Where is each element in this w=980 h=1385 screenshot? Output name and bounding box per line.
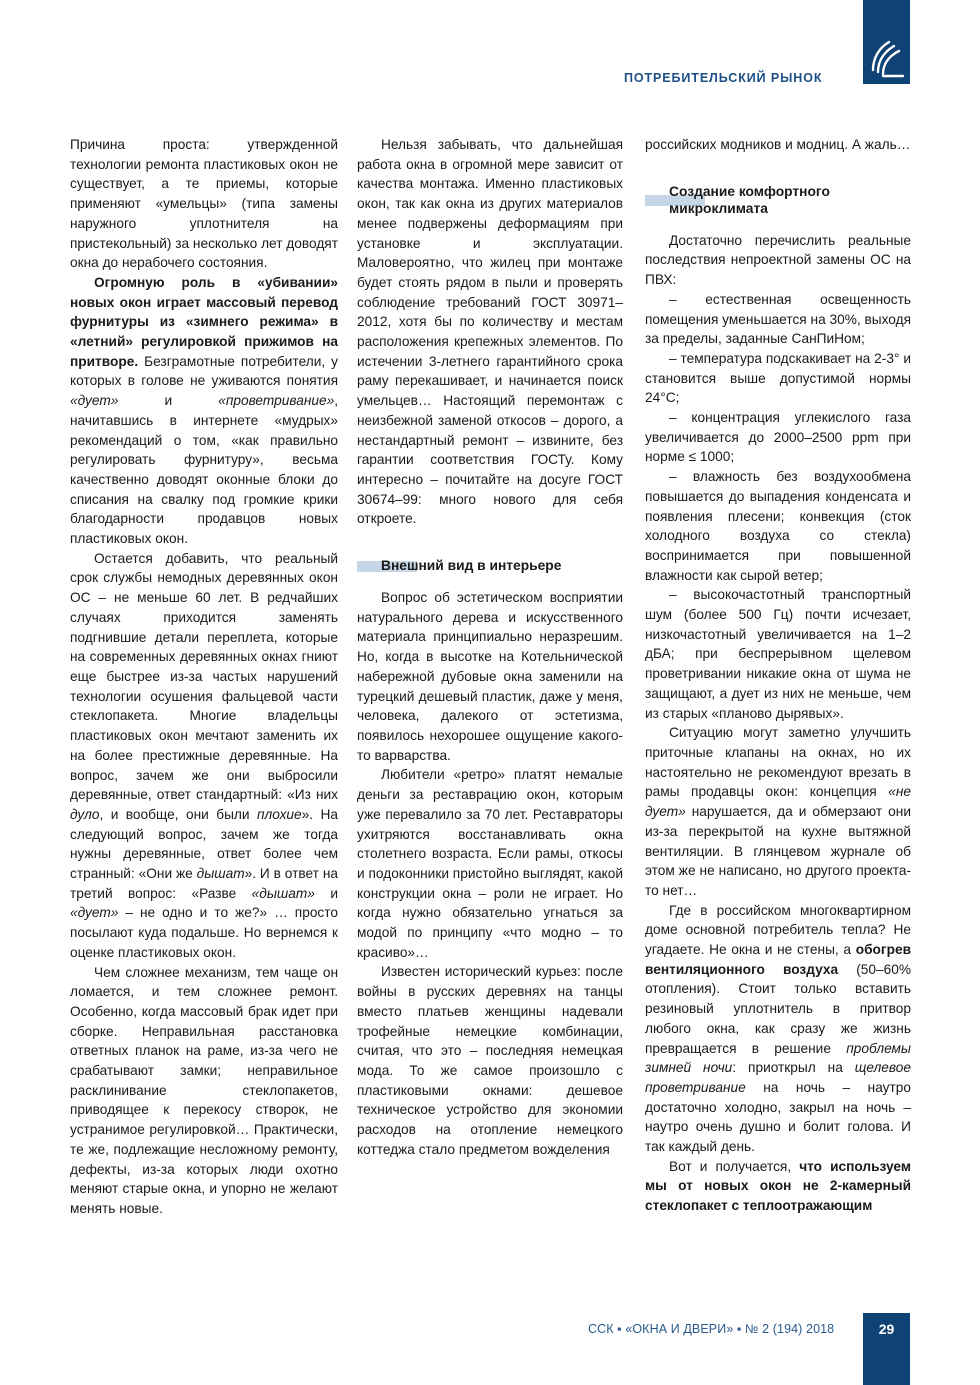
header-brand-tab	[863, 0, 910, 84]
section-heading: Внешний вид в интерьере	[357, 557, 623, 574]
paragraph: Где в российском многоквартирном доме основной потребитель тепла? Не угадаете. Не окна и не стены, а обогрев вентиляционного воздуха (50–60% отопления). Стоит только вставить резиновый уплотнитель в притвор любого окна, как сразу же жизнь превращается в решение проблемы зимней ночи: приоткрыл на щелевое проветривание на ночь – наутро достаточно холодно, закрыл на ночь – наутро очень душно и болит голова. И так каждый день.	[645, 902, 912, 1155]
paragraph: Вопрос об эстетическом восприятии натурального дерева и искусственного материала принципиально неразрешим. Но, когда в высотке на Котельнической набережной дубовые окна заменили на турецкий дешевый пластик, даже у меня, человека, далекого от эстетизма, появилось нехорошее ощущение какого-то варварства.	[357, 590, 623, 763]
list-item: – концентрация углекислого газа увеличивается до 2000–2500 ppm при норме ≤ 1000;	[645, 410, 911, 465]
list-item: – высокочастотный транспортный шум (более 500 Гц) почти исчезает, низкочастотный увеличивается на 1–2 дБА; при беспрерывном щелевом проветривании никакие окна от шума не защищают, а дует из них не меньше, чем из старых «планово дырявых».	[645, 587, 911, 721]
paragraph: Остается добавить, что реальный срок службы немодных деревянных окон ОС – не меньше 60 лет. В редчайших случаях приходится заменять подгнившие детали переплета, которые на современных деревянных окнах гниют еще быстрее из-за частых нарушений технологии осушения фальцевой части стеклопакета. Многие владельцы пластиковых окон мечтают заменить их на более престижные деревянные. На вопрос, зачем же они выбросили деревянные, ответ стандартный: «Из них дуло, и вообще, они были плохие». На следующий вопрос, зачем же тогда нужны деревянные, ответ более чем странный: «Они же дышат». И в ответ на третий вопрос: «Разве «дышат» и «дует» – не одно и то же?» … просто посылают куда подальше. Но вернемся к оценке пластиковых окон.	[70, 550, 339, 960]
bold-emphasis: Огромную роль в «убивании» новых окон играет массовый перевод фурнитуры из «зимнего режима» в «летний» регулировкой прижимов на притворе.	[70, 274, 338, 369]
list-item: – естественная освещенность помещения уменьшается на 30%, выходя за пределы, заданные СанПиНом;	[645, 291, 911, 347]
paragraph: Вот и получается, что используем мы от новых окон не 2-камерный стеклопакет с теплоотражающим	[645, 1158, 911, 1214]
page-number-tab	[863, 1313, 910, 1385]
magazine-logo-icon	[869, 36, 905, 80]
list-item: – влажность без воздухообмена повышается до выпадения конденсата и появления плесени; конвекция (сток холодного воздуха со стекла) воспринимается при повышенной влажности как сырой ветер;	[645, 469, 911, 583]
publication-footer: ССК ▪ «ОКНА И ДВЕРИ» ▪ № 2 (194) 2018	[588, 1322, 835, 1336]
paragraph: Известен исторический курьез: после войны в русских деревнях на танцы вместо платьев женщины надевали трофейные немецкие комбинации, считая, что это – последняя немецкая мода. То же самое произошло с пластиковыми окнами: дешевое техническое устройство для экономии расходов на отопление немецкого коттеджа стало предметом вожделения	[357, 964, 623, 1157]
list-item: – температура подскакивает на 2-3° и становится выше допустимой нормы 24°C;	[645, 350, 911, 406]
paragraph: Достаточно перечислить реальные последствия непроектной замены ОС на ПВХ:	[645, 232, 911, 288]
paragraph: Нельзя забывать, что дальнейшая работа окна в огромной мере зависит от качества монтажа. Именно пластиковых окон, так как окна из других материалов менее подвержены деформациям при установке и эксплуатации. Маловероятно, что жилец при монтаже будет стоять рядом в пыли и проверять соблюдение требований ГОСТ 30971–2012, хотя бы по количеству и местам расположения крепежных элементов. По истечении 3-летнего гарантийного срока раму перекашивает, и начинается поиск умельцев… Настоящий перемонтаж с неизбежной заменой откосов – дорого, а нестандартный ремонт – извините, без гарантии соответствия ГОСТу. Кому интересно – почитайте на досуге ГОСТ 30674–99: много нового для себя откроете.	[357, 137, 623, 527]
paragraph: российских модников и модниц. А жаль…	[645, 137, 911, 152]
paragraph: Чем сложнее механизм, тем чаще он ломается, и тем сложнее ремонт. Особенно, когда массовый брак идет при сборке. Неправильная расстановка ответных планок на раме, из-за чего не срабатывают замки; неправильное расклинивание стеклопакетов, приводящее к перекосу створок, не устранимое регулировкой… Практически, те же, подлежащие несложному ремонту, дефекты, из-за которых люди охотно меняют старые окна, и упорно не желают менять новые.	[70, 964, 338, 1216]
article-column-3	[645, 135, 911, 1216]
paragraph: Ситуацию могут заметно улучшить приточные клапаны на окнах, но их настоятельно не рекомендуют врезать в рамы продавцы окон: концепция «не дует» нарушается, да и обмерзают они из-за перекрытой на кухне вытяжной вентиляции. В глянцевом журнале об этом же не написано, но другого проекта-то нет…	[645, 725, 911, 898]
page-number: 29	[878, 1321, 895, 1337]
section-label: ПОТРЕБИТЕЛЬСКИЙ РЫНОК	[624, 71, 823, 85]
paragraph: Любители «ретро» платят немалые деньги за реставрацию окон, которым уже перевалило за 70 лет. Реставраторы ухитряются восстанавливать окна столетнего возраста. Если рамы, откосы и подоконники пристойно выглядят, какой конструкции окна – роли не играет. Но когда нужно обязательно угнаться за модой по принципу «что модно – то красиво»…	[357, 767, 623, 960]
article-column-1	[70, 135, 338, 1219]
article-column-2	[357, 135, 623, 1159]
paragraph: Причина проста: утвержденной технологии ремонта пластиковых окон не существует, а те приемы, которые применяют «умельцы» (типа замены наружного уплотнителя на пристекольный) за несколько лет доводят окна до нерабочего состояния.	[70, 137, 338, 271]
paragraph: Огромную роль в «убивании» новых окон играет массовый перевод фурнитуры из «зимнего режима» в «летний» регулировкой прижимов на притворе. Безграмотные потребители, у которых в голове не уживаются понятия «дует» и «проветривание», начитавшись в интернете «мудрых» рекомендаций о том, «как правильно регулировать фурнитуру», весьма качественно доводят оконные блоки до списания на свалку под громкие крики благодарности продавцов новых пластиковых окон.	[70, 274, 338, 547]
section-heading: Создание комфортного микроклимата	[645, 183, 911, 217]
